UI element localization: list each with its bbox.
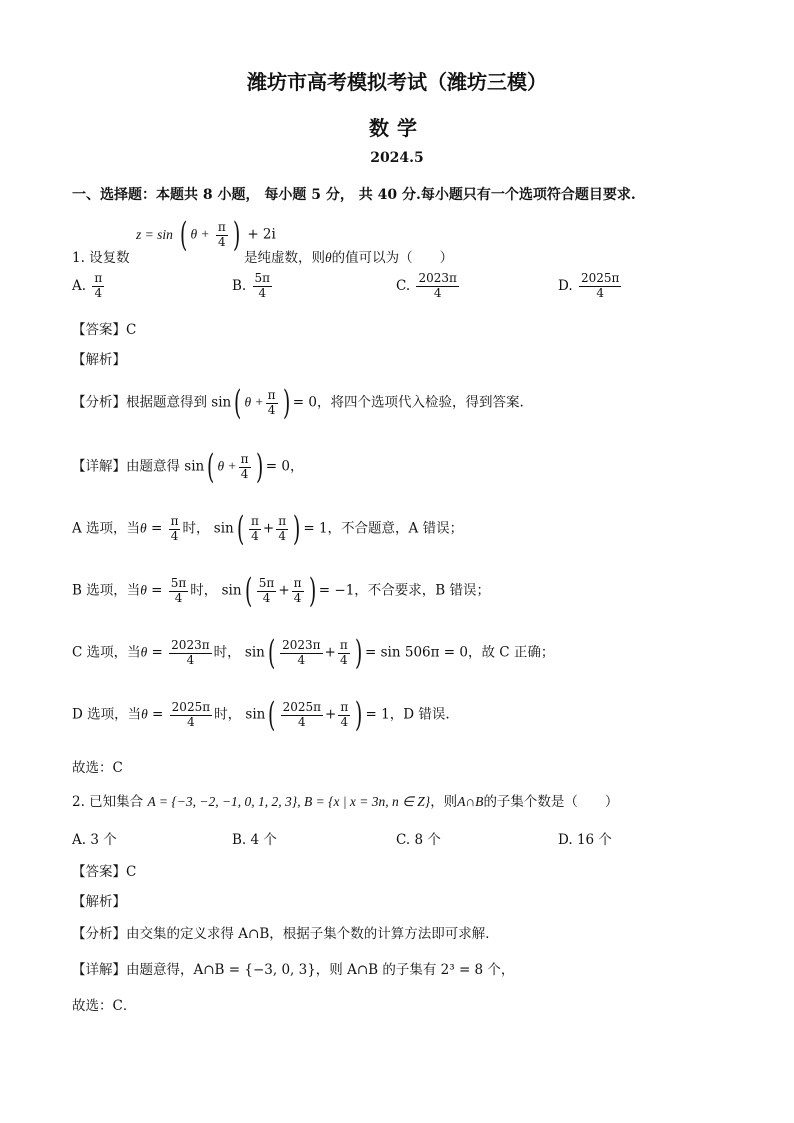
q1-option-c: C. $\frac{2023\pi}{4}$: [396, 271, 457, 300]
q1-formula: z = sin ( θ + $\frac{\pi}{4}$ ) + 2i: [136, 215, 276, 255]
q2-fenxi: 【分析】由交集的定义求得 A∩B，根据子集个数的计算方法即可求解．: [72, 926, 499, 942]
q2-answer: 【答案】C: [72, 864, 137, 880]
q2-option-a: A. 3 个: [72, 832, 117, 848]
q2-option-d: D. 16 个: [558, 832, 612, 848]
q1-row-b: B 选项，当θ = $\frac{5\pi}{4}$ 时， sin( $\frac{5\pi}{4}$ + $\frac{\pi}{4}$ ) = −1，不合要求，B 错误；: [72, 571, 491, 611]
q2-option-b: B. 4 个: [232, 832, 277, 848]
q1-option-b: B. $\frac{5\pi}{4}$: [232, 271, 271, 300]
q2-xiangjie: 【详解】由题意得，A∩B = {−3, 0, 3}，则 A∩B 的子集有 2³ = 8 个，: [72, 962, 515, 978]
q1-row-d: D 选项，当θ = $\frac{2025\pi}{4}$ 时， sin( $\frac{2025\pi}{4}$ + $\frac{\pi}{4}$ ) = 1，D 错误.: [72, 695, 450, 735]
q1-option-d: D. $\frac{2025\pi}{4}$: [558, 271, 620, 300]
q1-xiangjie: 【详解】由题意得 sin( θ + $\frac{\pi}{4}$ ) = 0，: [72, 447, 304, 487]
q1-analysis-label: 【解析】: [72, 352, 126, 368]
exam-date: 2024.5: [370, 150, 424, 166]
q1-choose: 故选：C: [72, 760, 123, 776]
q2-analysis-label: 【解析】: [72, 894, 126, 910]
q1-stem: 1. 设复数 是纯虚数，则θ的值可以为（ ）: [72, 250, 454, 266]
exam-title: 潍坊市高考模拟考试（潍坊三模）: [247, 70, 547, 94]
q1-option-a: A. $\frac{\pi}{4}$: [72, 271, 103, 300]
q2-option-c: C. 8 个: [396, 832, 441, 848]
q2-stem: 2. 已知集合 A = {−3, −2, −1, 0, 1, 2, 3}, B = {x | x = 3n, n ∈ Z}，则A∩B的子集个数是（ ）: [72, 794, 619, 810]
q1-row-c: C 选项，当θ = $\frac{2023\pi}{4}$ 时， sin( $\frac{2023\pi}{4}$ + $\frac{\pi}{4}$ ) = sin 506π = 0，故 C 正确；: [72, 633, 555, 673]
q2-choose: 故选：C．: [72, 998, 137, 1014]
subject-title: 数学: [369, 116, 425, 140]
q1-fenxi: 【分析】根据题意得到 sin( θ + $\frac{\pi}{4}$ ) = 0，将四个选项代入检验，得到答案.: [72, 383, 524, 423]
q1-row-a: A 选项，当θ = $\frac{\pi}{4}$ 时， sin( $\frac{\pi}{4}$ + $\frac{\pi}{4}$ ) = 1，不合题意，A 错误；: [72, 509, 464, 549]
q1-answer: 【答案】C: [72, 322, 137, 338]
section-heading: 一、选择题：本题共 8 小题， 每小题 5 分， 共 40 分.每小题只有一个选项符合题目要求.: [72, 187, 636, 203]
